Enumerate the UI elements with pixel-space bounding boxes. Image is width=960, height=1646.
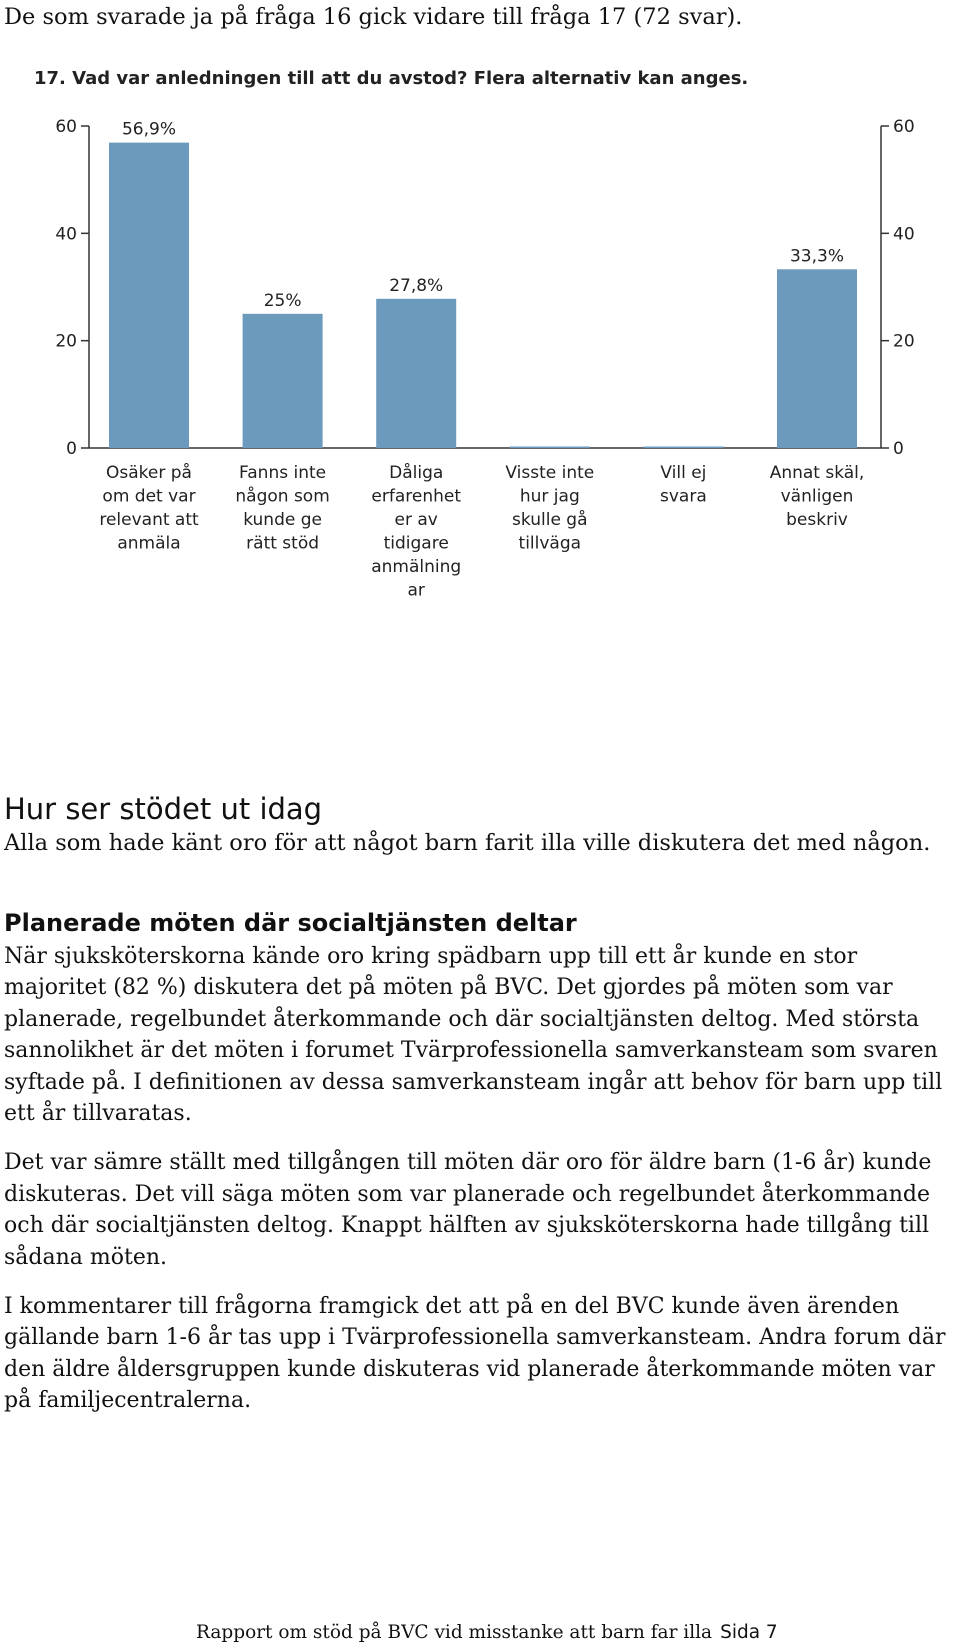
x-category-label: någon som <box>235 486 330 507</box>
x-category-label: vänligen <box>780 486 854 507</box>
x-category-label: tidigare <box>383 533 449 554</box>
bar <box>243 314 323 448</box>
y-tick-label-left: 40 <box>55 224 77 245</box>
bar-data-label: 27,8% <box>389 275 444 296</box>
y-tick-label-right: 40 <box>893 224 915 245</box>
y-tick-label-right: 0 <box>893 439 904 459</box>
paragraph: I kommentarer till frågorna framgick det att på en del BVC kunde även ärenden gällande barn 1-6 år tas upp i Tvärprofessionella samverkansteam. Andra forum där den äldre åldersgruppen kunde diskuteras vid planerade återkommande möten var på familjecentralerna. <box>4 1294 946 1414</box>
bar <box>376 299 456 448</box>
x-category-label: Fanns inte <box>239 463 327 483</box>
y-tick-label-right: 60 <box>893 117 915 137</box>
x-category-label: Annat skäl, <box>769 463 865 483</box>
x-category-label: rätt stöd <box>246 533 320 554</box>
bar-chart <box>0 55 960 625</box>
paragraph: När sjuksköterskorna kände oro kring spädbarn upp till ett år kunde en stor majoritet (82 %) diskutera det på möten på BVC. Det gjordes på möten som var planerade, regelbundet återkommande och där socialtjänsten deltog. Med största sannolikhet är det möten i forumet Tvärprofessionella samverkansteam som svaren syftade på. I definitionen av dessa samverkansteam ingår att behov för barn upp till ett år tillvaratas. <box>4 944 943 1127</box>
section-heading: Hur ser stödet ut idag <box>4 792 323 826</box>
body-paragraphs <box>4 941 952 1435</box>
bar <box>777 269 857 448</box>
x-category-label: kunde ge <box>243 510 322 530</box>
x-category-label: ar <box>407 580 425 601</box>
x-category-label: Dåliga <box>389 463 444 483</box>
bar-data-label: 33,3% <box>789 246 845 267</box>
intro-text: De som svarade ja på fråga 16 gick vidare till fråga 17 (72 svar). <box>4 4 743 30</box>
y-tick-label-left: 20 <box>55 331 77 352</box>
x-category-label: Osäker på <box>106 463 192 483</box>
x-category-label: beskriv <box>786 510 848 530</box>
footer-report-title: Rapport om stöd på BVC vid misstanke att barn far illa <box>196 1622 713 1643</box>
x-category-label: tillväga <box>518 533 582 554</box>
x-category-label: anmälning <box>371 557 462 577</box>
x-category-label: erfarenhet <box>371 486 462 507</box>
x-category-label: hur jag <box>519 486 580 507</box>
subheading: Planerade möten där socialtjänsten deltar <box>4 909 577 937</box>
section-intro: Alla som hade känt oro för att något barn farit illa ville diskutera det med någon. <box>4 830 931 856</box>
x-category-label: Visste inte <box>505 463 595 483</box>
page-footer <box>196 1622 778 1644</box>
x-category-label: svara <box>660 486 707 507</box>
bar <box>510 447 590 449</box>
x-category-label: skulle gå <box>512 510 588 530</box>
bar <box>109 143 189 448</box>
chart-title: 17. Vad var anledningen till att du avstod? Flera alternativ kan anges. <box>34 68 749 89</box>
x-category-label: er av <box>394 510 438 530</box>
bar-data-label: 25% <box>263 290 302 311</box>
y-tick-label-left: 60 <box>55 117 77 137</box>
x-category-label: relevant att <box>99 510 199 530</box>
y-tick-label-right: 20 <box>893 331 915 352</box>
x-category-label: om det var <box>102 486 196 507</box>
bar <box>643 447 723 449</box>
x-category-label: anmäla <box>117 533 181 554</box>
paragraph: Det var sämre ställt med tillgången till möten där oro för äldre barn (1-6 år) kunde diskuteras. Det vill säga möten som var planerade och regelbundet återkommande och där socialtjänsten deltog. Knappt hälften av sjuksköterskorna hade tillgång till sådana möten. <box>4 1150 932 1270</box>
x-category-label: Vill ej <box>660 463 707 483</box>
y-tick-label-left: 0 <box>66 439 77 459</box>
footer-page-number: Sida 7 <box>720 1622 778 1643</box>
bar-data-label: 56,9% <box>121 119 177 140</box>
